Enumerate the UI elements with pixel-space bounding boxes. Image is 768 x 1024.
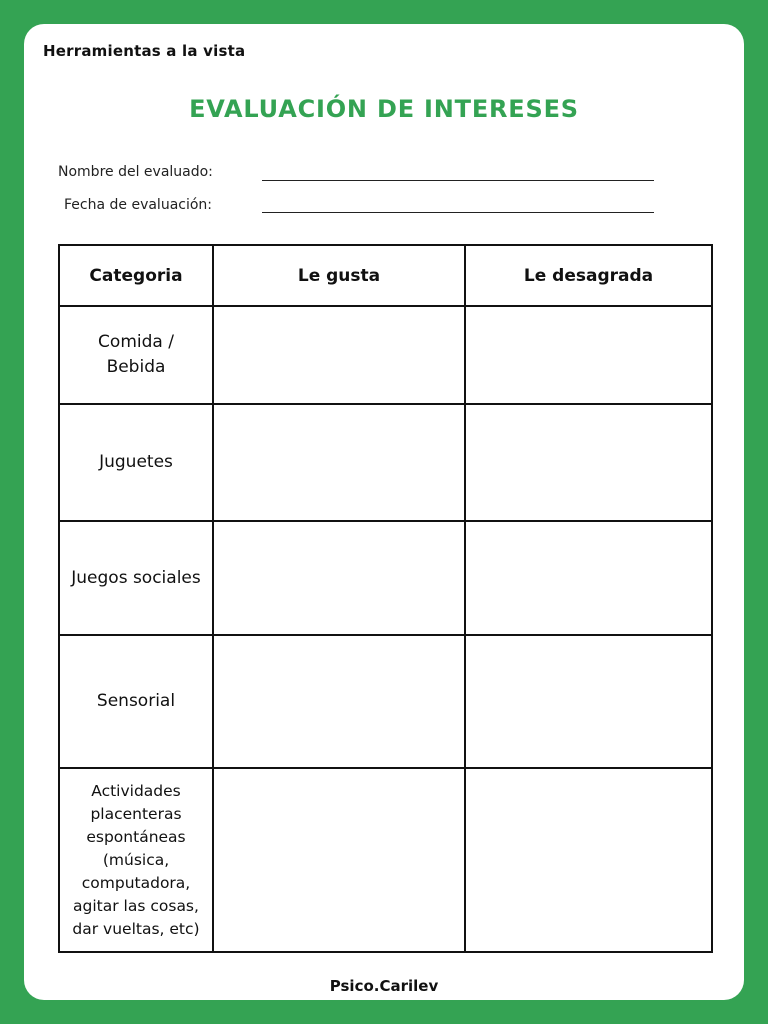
table-row [59,404,712,521]
likes-cell[interactable] [213,521,465,635]
category-cell: Comida / Bebida [59,306,213,404]
dislikes-cell[interactable] [465,521,712,635]
dislikes-cell[interactable] [465,306,712,404]
dislikes-cell[interactable] [465,635,712,768]
category-cell: Actividades placenteras espontáneas (música, computadora, agitar las cosas, dar vueltas, etc) [59,768,213,952]
likes-cell[interactable] [213,768,465,952]
column-header-likes: Le gusta [213,245,465,306]
column-header-category: Categoria [59,245,213,306]
name-field-label: Nombre del evaluado: [58,164,213,180]
table-row [59,306,712,404]
footer-credit: Psico.Carilev [329,977,439,995]
table-row [59,635,712,768]
date-field-line[interactable] [262,212,654,213]
brand-label: Herramientas a la vista [43,42,246,60]
likes-cell[interactable] [213,404,465,521]
category-cell: Juegos sociales [59,521,213,635]
category-cell: Sensorial [59,635,213,768]
column-header-dislikes: Le desagrada [465,245,712,306]
dislikes-cell[interactable] [465,768,712,952]
name-field-line[interactable] [262,180,654,181]
likes-cell[interactable] [213,635,465,768]
category-cell: Juguetes [59,404,213,521]
dislikes-cell[interactable] [465,404,712,521]
table-row [59,521,712,635]
date-field-label: Fecha de evaluación: [64,197,213,213]
table-header-row [59,245,712,306]
interests-table [58,244,713,953]
table-row [59,768,712,952]
likes-cell[interactable] [213,306,465,404]
page-title: EVALUACIÓN DE INTERESES [189,95,579,123]
